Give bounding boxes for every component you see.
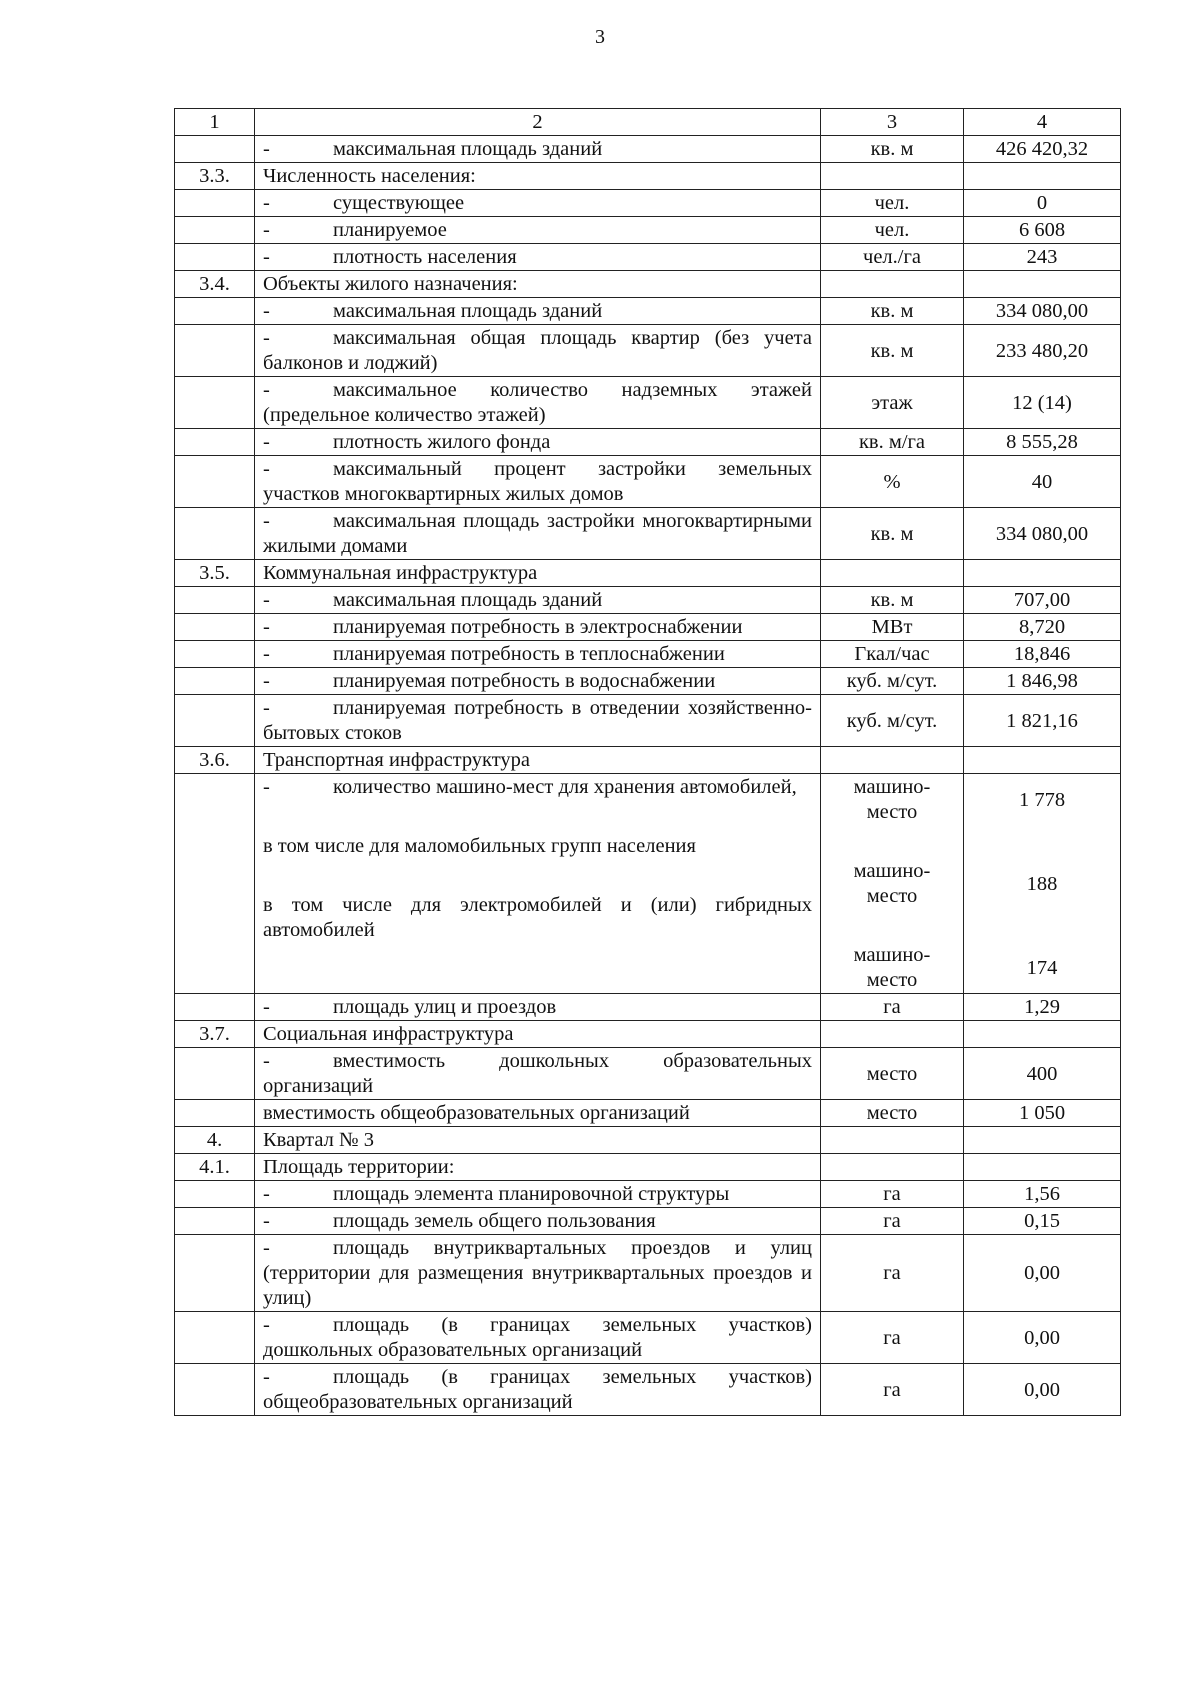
table-row bbox=[175, 1100, 1121, 1127]
list-dash: - bbox=[263, 1314, 270, 1336]
list-dash: - bbox=[263, 1210, 270, 1232]
indicator-text: максимальная площадь зданий bbox=[333, 138, 603, 160]
unit-cell: кв. м bbox=[821, 325, 964, 377]
unit-line: место bbox=[866, 969, 918, 991]
value-cell: 0,00 bbox=[964, 1235, 1121, 1312]
value-cell: 18,846 bbox=[964, 641, 1121, 668]
row-number bbox=[175, 1364, 255, 1416]
indicator-name bbox=[255, 136, 821, 163]
table-header-row bbox=[175, 109, 1121, 136]
unit-cell: чел./га bbox=[821, 244, 964, 271]
row-number bbox=[175, 1312, 255, 1364]
indicator-text: вместимость общеобразовательных организаций bbox=[263, 1102, 690, 1124]
unit-cell: чел. bbox=[821, 217, 964, 244]
row-number: 3.6. bbox=[175, 747, 255, 774]
list-dash: - bbox=[263, 670, 270, 692]
indicator-name bbox=[255, 747, 821, 774]
row-number bbox=[175, 1100, 255, 1127]
unit-cell: кв. м bbox=[821, 298, 964, 325]
unit-cell: куб. м/сут. bbox=[821, 695, 964, 747]
list-dash: - bbox=[263, 458, 270, 480]
indicator-name bbox=[255, 1127, 821, 1154]
table-row bbox=[175, 641, 1121, 668]
table-row bbox=[175, 1021, 1121, 1048]
unit-cell bbox=[821, 774, 964, 994]
value-cell: 0,15 bbox=[964, 1208, 1121, 1235]
table-row bbox=[175, 298, 1121, 325]
unit-cell: МВт bbox=[821, 614, 964, 641]
list-dash: - bbox=[263, 996, 270, 1018]
table-row bbox=[175, 325, 1121, 377]
unit-cell: га bbox=[821, 1312, 964, 1364]
table-row bbox=[175, 668, 1121, 695]
page-number: 3 bbox=[595, 26, 605, 48]
unit-cell bbox=[821, 560, 964, 587]
indicator-name bbox=[255, 668, 821, 695]
table-row bbox=[175, 1127, 1121, 1154]
unit-cell: место bbox=[821, 1100, 964, 1127]
unit-cell: га bbox=[821, 1235, 964, 1312]
value-line: 1 778 bbox=[1018, 789, 1066, 811]
unit-cell: кв. м bbox=[821, 508, 964, 560]
value-line: 174 bbox=[1026, 957, 1058, 979]
list-dash: - bbox=[263, 192, 270, 214]
header-cell: 3 bbox=[821, 109, 964, 136]
table-row bbox=[175, 271, 1121, 298]
unit-line: машино- bbox=[853, 776, 931, 798]
indicator-name bbox=[255, 508, 821, 560]
value-cell bbox=[964, 1021, 1121, 1048]
indicator-text: максимальная площадь застройки многоквартирными жилыми домами bbox=[263, 510, 812, 557]
table-row bbox=[175, 429, 1121, 456]
table-row bbox=[175, 1154, 1121, 1181]
indicator-name bbox=[255, 994, 821, 1021]
value-cell: 8,720 bbox=[964, 614, 1121, 641]
indicators-table bbox=[174, 108, 1121, 1416]
indicator-text: площадь внутриквартальных проездов и улиц (территории для размещения внутриквартальных проездов и улиц) bbox=[263, 1237, 812, 1309]
value-line: 188 bbox=[1026, 873, 1058, 895]
value-cell bbox=[964, 163, 1121, 190]
indicator-name bbox=[255, 325, 821, 377]
row-number bbox=[175, 994, 255, 1021]
unit-cell: га bbox=[821, 1181, 964, 1208]
table-row bbox=[175, 1235, 1121, 1312]
unit-cell: чел. bbox=[821, 190, 964, 217]
table-row bbox=[175, 994, 1121, 1021]
row-number bbox=[175, 508, 255, 560]
value-cell: 707,00 bbox=[964, 587, 1121, 614]
indicator-text: максимальный процент застройки земельных участков многоквартирных жилых домов bbox=[263, 458, 812, 505]
indicator-name bbox=[255, 377, 821, 429]
row-number: 3.3. bbox=[175, 163, 255, 190]
indicator-name bbox=[255, 1048, 821, 1100]
unit-cell bbox=[821, 1127, 964, 1154]
value-cell bbox=[964, 747, 1121, 774]
value-cell: 1 846,98 bbox=[964, 668, 1121, 695]
indicator-name bbox=[255, 587, 821, 614]
indicator-text: планируемая потребность в электроснабжении bbox=[333, 616, 743, 638]
indicator-name bbox=[255, 1021, 821, 1048]
indicator-text: площадь (в границах земельных участков) дошкольных образовательных организаций bbox=[263, 1314, 812, 1361]
unit-line: машино- bbox=[853, 860, 931, 882]
indicator-name bbox=[255, 244, 821, 271]
value-cell: 1,29 bbox=[964, 994, 1121, 1021]
indicator-text: максимальная площадь зданий bbox=[333, 589, 603, 611]
table-row bbox=[175, 244, 1121, 271]
indicator-text: Квартал № 3 bbox=[263, 1129, 374, 1151]
row-number bbox=[175, 136, 255, 163]
value-cell bbox=[964, 560, 1121, 587]
row-number bbox=[175, 377, 255, 429]
table-row bbox=[175, 747, 1121, 774]
value-cell: 12 (14) bbox=[964, 377, 1121, 429]
row-number bbox=[175, 244, 255, 271]
unit-cell: Гкал/час bbox=[821, 641, 964, 668]
table-row bbox=[175, 1048, 1121, 1100]
row-number bbox=[175, 217, 255, 244]
indicator-text: существующее bbox=[333, 192, 465, 214]
indicator-name bbox=[255, 271, 821, 298]
row-number: 4.1. bbox=[175, 1154, 255, 1181]
value-cell: 0,00 bbox=[964, 1364, 1121, 1416]
list-dash: - bbox=[263, 1183, 270, 1205]
row-number bbox=[175, 668, 255, 695]
list-dash: - bbox=[263, 431, 270, 453]
value-cell: 233 480,20 bbox=[964, 325, 1121, 377]
row-number bbox=[175, 1235, 255, 1312]
indicator-name bbox=[255, 560, 821, 587]
value-cell: 1,56 bbox=[964, 1181, 1121, 1208]
value-cell: 400 bbox=[964, 1048, 1121, 1100]
indicator-name bbox=[255, 1235, 821, 1312]
row-number bbox=[175, 641, 255, 668]
indicator-name bbox=[255, 641, 821, 668]
value-cell: 6 608 bbox=[964, 217, 1121, 244]
row-number: 4. bbox=[175, 1127, 255, 1154]
table-row-parking bbox=[175, 774, 1121, 994]
row-number: 3.7. bbox=[175, 1021, 255, 1048]
list-dash: - bbox=[263, 697, 270, 719]
indicator-text: площадь элемента планировочной структуры bbox=[333, 1183, 730, 1205]
table-row bbox=[175, 1181, 1121, 1208]
table-row bbox=[175, 587, 1121, 614]
unit-cell: га bbox=[821, 1364, 964, 1416]
table-row bbox=[175, 456, 1121, 508]
row-number bbox=[175, 774, 255, 994]
indicator-text: Транспортная инфраструктура bbox=[263, 749, 531, 771]
value-cell: 334 080,00 bbox=[964, 298, 1121, 325]
value-cell: 243 bbox=[964, 244, 1121, 271]
list-dash: - bbox=[263, 616, 270, 638]
unit-cell: кв. м bbox=[821, 587, 964, 614]
list-dash: - bbox=[263, 1237, 270, 1259]
row-number bbox=[175, 456, 255, 508]
indicator-text: плотность населения bbox=[333, 246, 517, 268]
row-number bbox=[175, 190, 255, 217]
indicator-name bbox=[255, 190, 821, 217]
value-cell bbox=[964, 774, 1121, 994]
row-number bbox=[175, 1048, 255, 1100]
indicator-text: Социальная инфраструктура bbox=[263, 1023, 514, 1045]
indicator-text: вместимость дошкольных образовательных организаций bbox=[263, 1050, 812, 1097]
table-row bbox=[175, 1208, 1121, 1235]
table-row bbox=[175, 136, 1121, 163]
value-cell: 334 080,00 bbox=[964, 508, 1121, 560]
unit-cell bbox=[821, 271, 964, 298]
indicator-name bbox=[255, 1154, 821, 1181]
indicator-name bbox=[255, 456, 821, 508]
row-number bbox=[175, 429, 255, 456]
row-number bbox=[175, 587, 255, 614]
table-row bbox=[175, 163, 1121, 190]
row-number bbox=[175, 325, 255, 377]
list-dash: - bbox=[263, 643, 270, 665]
list-dash: - bbox=[263, 1366, 270, 1388]
indicator-name bbox=[255, 774, 821, 994]
list-dash: - bbox=[263, 138, 270, 160]
indicator-text: Коммунальная инфраструктура bbox=[263, 562, 538, 584]
value-cell: 1 050 bbox=[964, 1100, 1121, 1127]
row-number bbox=[175, 1208, 255, 1235]
unit-cell: га bbox=[821, 994, 964, 1021]
indicator-name bbox=[255, 695, 821, 747]
row-number bbox=[175, 695, 255, 747]
table-row bbox=[175, 1364, 1121, 1416]
indicator-name bbox=[255, 429, 821, 456]
list-dash: - bbox=[263, 379, 270, 401]
indicator-text: Объекты жилого назначения: bbox=[263, 273, 518, 295]
indicator-name bbox=[255, 1181, 821, 1208]
row-number bbox=[175, 614, 255, 641]
unit-cell: кв. м bbox=[821, 136, 964, 163]
value-cell: 40 bbox=[964, 456, 1121, 508]
indicator-text: максимальная общая площадь квартир (без учета балконов и лоджий) bbox=[263, 327, 812, 374]
list-dash: - bbox=[263, 246, 270, 268]
table-row bbox=[175, 1312, 1121, 1364]
row-number bbox=[175, 1181, 255, 1208]
indicator-name bbox=[255, 217, 821, 244]
unit-line: машино- bbox=[853, 944, 931, 966]
value-cell: 0 bbox=[964, 190, 1121, 217]
indicator-text: Численность населения: bbox=[263, 165, 476, 187]
indicator-name bbox=[255, 163, 821, 190]
unit-cell: % bbox=[821, 456, 964, 508]
indicator-text: планируемая потребность в теплоснабжении bbox=[333, 643, 725, 665]
value-cell: 426 420,32 bbox=[964, 136, 1121, 163]
table-row bbox=[175, 560, 1121, 587]
unit-line: место bbox=[866, 801, 918, 823]
indicator-text: Площадь территории: bbox=[263, 1156, 455, 1178]
value-cell: 1 821,16 bbox=[964, 695, 1121, 747]
list-dash: - bbox=[263, 510, 270, 532]
table-row bbox=[175, 377, 1121, 429]
indicator-text: максимальное количество надземных этажей (предельное количество этажей) bbox=[263, 379, 812, 426]
value-cell: 8 555,28 bbox=[964, 429, 1121, 456]
value-cell bbox=[964, 1127, 1121, 1154]
indicator-name bbox=[255, 1312, 821, 1364]
unit-cell bbox=[821, 163, 964, 190]
indicator-name bbox=[255, 1364, 821, 1416]
indicator-text: количество машино-мест для хранения автомобилей, bbox=[333, 776, 797, 798]
unit-cell bbox=[821, 1154, 964, 1181]
row-number bbox=[175, 298, 255, 325]
list-dash: - bbox=[263, 327, 270, 349]
list-dash: - bbox=[263, 589, 270, 611]
unit-cell: место bbox=[821, 1048, 964, 1100]
unit-cell bbox=[821, 747, 964, 774]
list-dash: - bbox=[263, 776, 270, 798]
row-number: 3.4. bbox=[175, 271, 255, 298]
unit-cell: га bbox=[821, 1208, 964, 1235]
value-cell bbox=[964, 271, 1121, 298]
indicator-text: плотность жилого фонда bbox=[333, 431, 551, 453]
indicator-name bbox=[255, 1100, 821, 1127]
header-cell: 2 bbox=[255, 109, 821, 136]
unit-cell: куб. м/сут. bbox=[821, 668, 964, 695]
indicator-text: планируемая потребность в водоснабжении bbox=[333, 670, 716, 692]
indicator-text: планируемое bbox=[333, 219, 447, 241]
table-row bbox=[175, 614, 1121, 641]
unit-cell: этаж bbox=[821, 377, 964, 429]
unit-line: место bbox=[866, 885, 918, 907]
table-row bbox=[175, 508, 1121, 560]
indicator-text: в том числе для электромобилей и (или) гибридных автомобилей bbox=[263, 894, 812, 941]
indicator-name bbox=[255, 298, 821, 325]
header-cell: 4 bbox=[964, 109, 1121, 136]
unit-cell bbox=[821, 1021, 964, 1048]
value-cell bbox=[964, 1154, 1121, 1181]
list-dash: - bbox=[263, 1050, 270, 1072]
unit-cell: кв. м/га bbox=[821, 429, 964, 456]
indicator-text: площадь (в границах земельных участков) общеобразовательных организаций bbox=[263, 1366, 812, 1413]
indicator-text: площадь улиц и проездов bbox=[333, 996, 557, 1018]
value-cell: 0,00 bbox=[964, 1312, 1121, 1364]
indicator-name bbox=[255, 1208, 821, 1235]
indicator-text: в том числе для маломобильных групп населения bbox=[263, 835, 696, 857]
table-row bbox=[175, 695, 1121, 747]
table-row bbox=[175, 190, 1121, 217]
list-dash: - bbox=[263, 219, 270, 241]
list-dash: - bbox=[263, 300, 270, 322]
row-number: 3.5. bbox=[175, 560, 255, 587]
table-row bbox=[175, 217, 1121, 244]
indicator-text: площадь земель общего пользования bbox=[333, 1210, 656, 1232]
header-cell: 1 bbox=[175, 109, 255, 136]
indicator-text: планируемая потребность в отведении хозяйственно-бытовых стоков bbox=[263, 697, 812, 744]
indicator-text: максимальная площадь зданий bbox=[333, 300, 603, 322]
indicator-name bbox=[255, 614, 821, 641]
